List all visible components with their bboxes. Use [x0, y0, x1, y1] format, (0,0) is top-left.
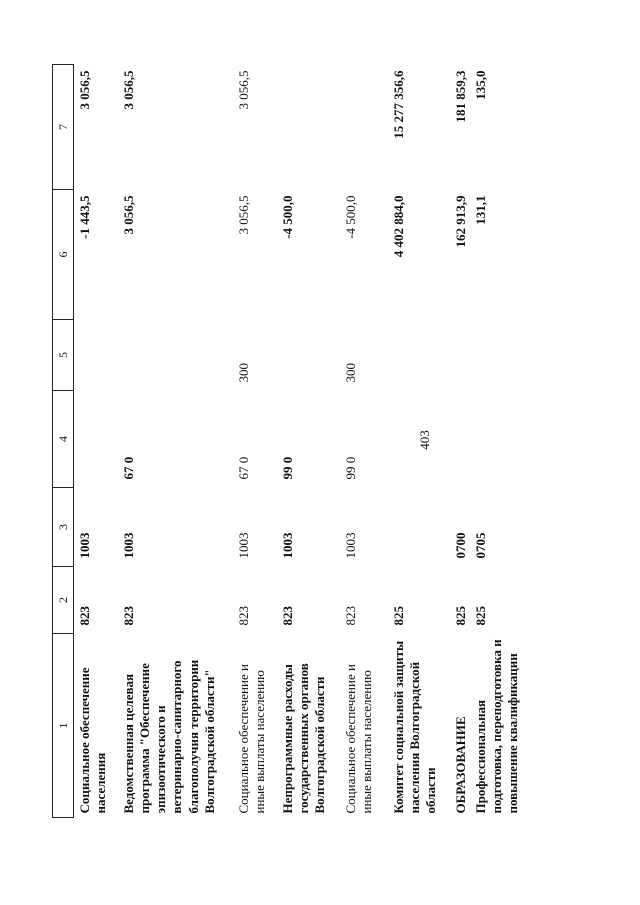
row-col6: 3 056,5 — [120, 195, 136, 235]
row-col5 — [450, 320, 470, 391]
budget-table — [52, 64, 530, 818]
page-number: 403 — [417, 430, 432, 450]
table-row — [388, 65, 450, 818]
row-col7: 3 056,5 — [120, 70, 136, 110]
row-col7: 181 859,3 — [452, 70, 468, 123]
row-col2: 825 — [390, 606, 406, 626]
row-col6: -1 443,5 — [77, 195, 92, 239]
row-col5: 300 — [235, 363, 251, 383]
row-name: Комитет социальной защиты населения Волгоградской области — [390, 640, 438, 814]
table-row — [470, 65, 530, 818]
table-body — [74, 65, 530, 818]
row-col3: 1003 — [77, 532, 92, 559]
row-name: Непрограммные расходы государственных органов Волгоградской области — [279, 663, 327, 814]
row-col6: 131,1 — [472, 195, 488, 225]
row-name: Профессиональная подготовка, переподготовка и повышение квалификации — [472, 639, 520, 814]
row-col6: -4 500,0 — [279, 195, 295, 239]
row-col5 — [388, 320, 450, 391]
col-header-7: 7 — [53, 65, 74, 190]
row-col4 — [450, 391, 470, 488]
row-col2: 825 — [452, 606, 468, 626]
col-header-2: 2 — [53, 567, 74, 634]
col-header-5: 5 — [53, 320, 74, 391]
row-col6: 4 402 884,0 — [390, 195, 406, 258]
row-col7: 3 056,5 — [235, 70, 251, 110]
row-col3: 1003 — [279, 532, 295, 559]
row-col3: 1003 — [342, 532, 358, 559]
row-col6: -4 500,0 — [342, 195, 358, 239]
row-col4: 99 0 — [342, 456, 358, 480]
row-col2: 823 — [120, 606, 136, 626]
row-col5 — [277, 320, 340, 391]
row-name: Социальное обеспечение и иные выплаты населению — [235, 664, 267, 814]
table-row — [450, 65, 470, 818]
row-col2: 823 — [77, 606, 92, 626]
row-col7: 3 056,5 — [77, 70, 92, 110]
table-row — [340, 65, 388, 818]
row-col2: 823 — [235, 606, 251, 626]
row-col6: 3 056,5 — [235, 195, 251, 235]
row-col7: 135,0 — [472, 70, 488, 100]
row-col4: 99 0 — [279, 456, 295, 480]
row-col6: 162 913,9 — [452, 195, 468, 248]
row-col7: 15 277 356,6 — [390, 70, 406, 139]
row-col2: 823 — [342, 606, 358, 626]
row-col4: 67 0 — [235, 456, 251, 480]
row-col4: 67 0 — [120, 456, 136, 480]
row-col4 — [388, 391, 450, 488]
row-col7 — [340, 65, 388, 190]
col-header-6: 6 — [53, 190, 74, 320]
row-col3: 0700 — [452, 532, 468, 559]
table-row — [233, 65, 277, 818]
row-col3: 1003 — [120, 532, 136, 559]
row-col3 — [388, 488, 450, 567]
row-col7 — [277, 65, 340, 190]
col-header-4: 4 — [53, 391, 74, 488]
table-row — [74, 65, 118, 818]
row-col3: 1003 — [235, 532, 251, 559]
row-col5 — [470, 320, 530, 391]
row-col2: 825 — [472, 606, 488, 626]
row-name: Социальное обеспечение и иные выплаты населению — [342, 664, 374, 814]
col-header-3: 3 — [53, 488, 74, 567]
row-col2: 823 — [279, 606, 295, 626]
row-name: ОБРАЗОВАНИЕ — [452, 716, 468, 814]
table-row — [277, 65, 340, 818]
table-row — [118, 65, 233, 818]
header-row — [53, 65, 74, 818]
col-header-1: 1 — [53, 634, 74, 818]
rotated-table-container — [52, 70, 592, 818]
row-name: Социальное обеспечение населения — [77, 667, 109, 814]
row-name: Ведомственная целевая программа "Обеспечение эпизоотического и ветеринарно-санитарного благополучия территории Волгоградской области" — [120, 659, 217, 814]
row-col5 — [118, 320, 233, 391]
row-col4 — [470, 391, 530, 488]
row-col3: 0705 — [472, 532, 488, 559]
row-col4 — [74, 391, 118, 488]
row-col5: 300 — [342, 363, 358, 383]
row-col5 — [74, 320, 118, 391]
